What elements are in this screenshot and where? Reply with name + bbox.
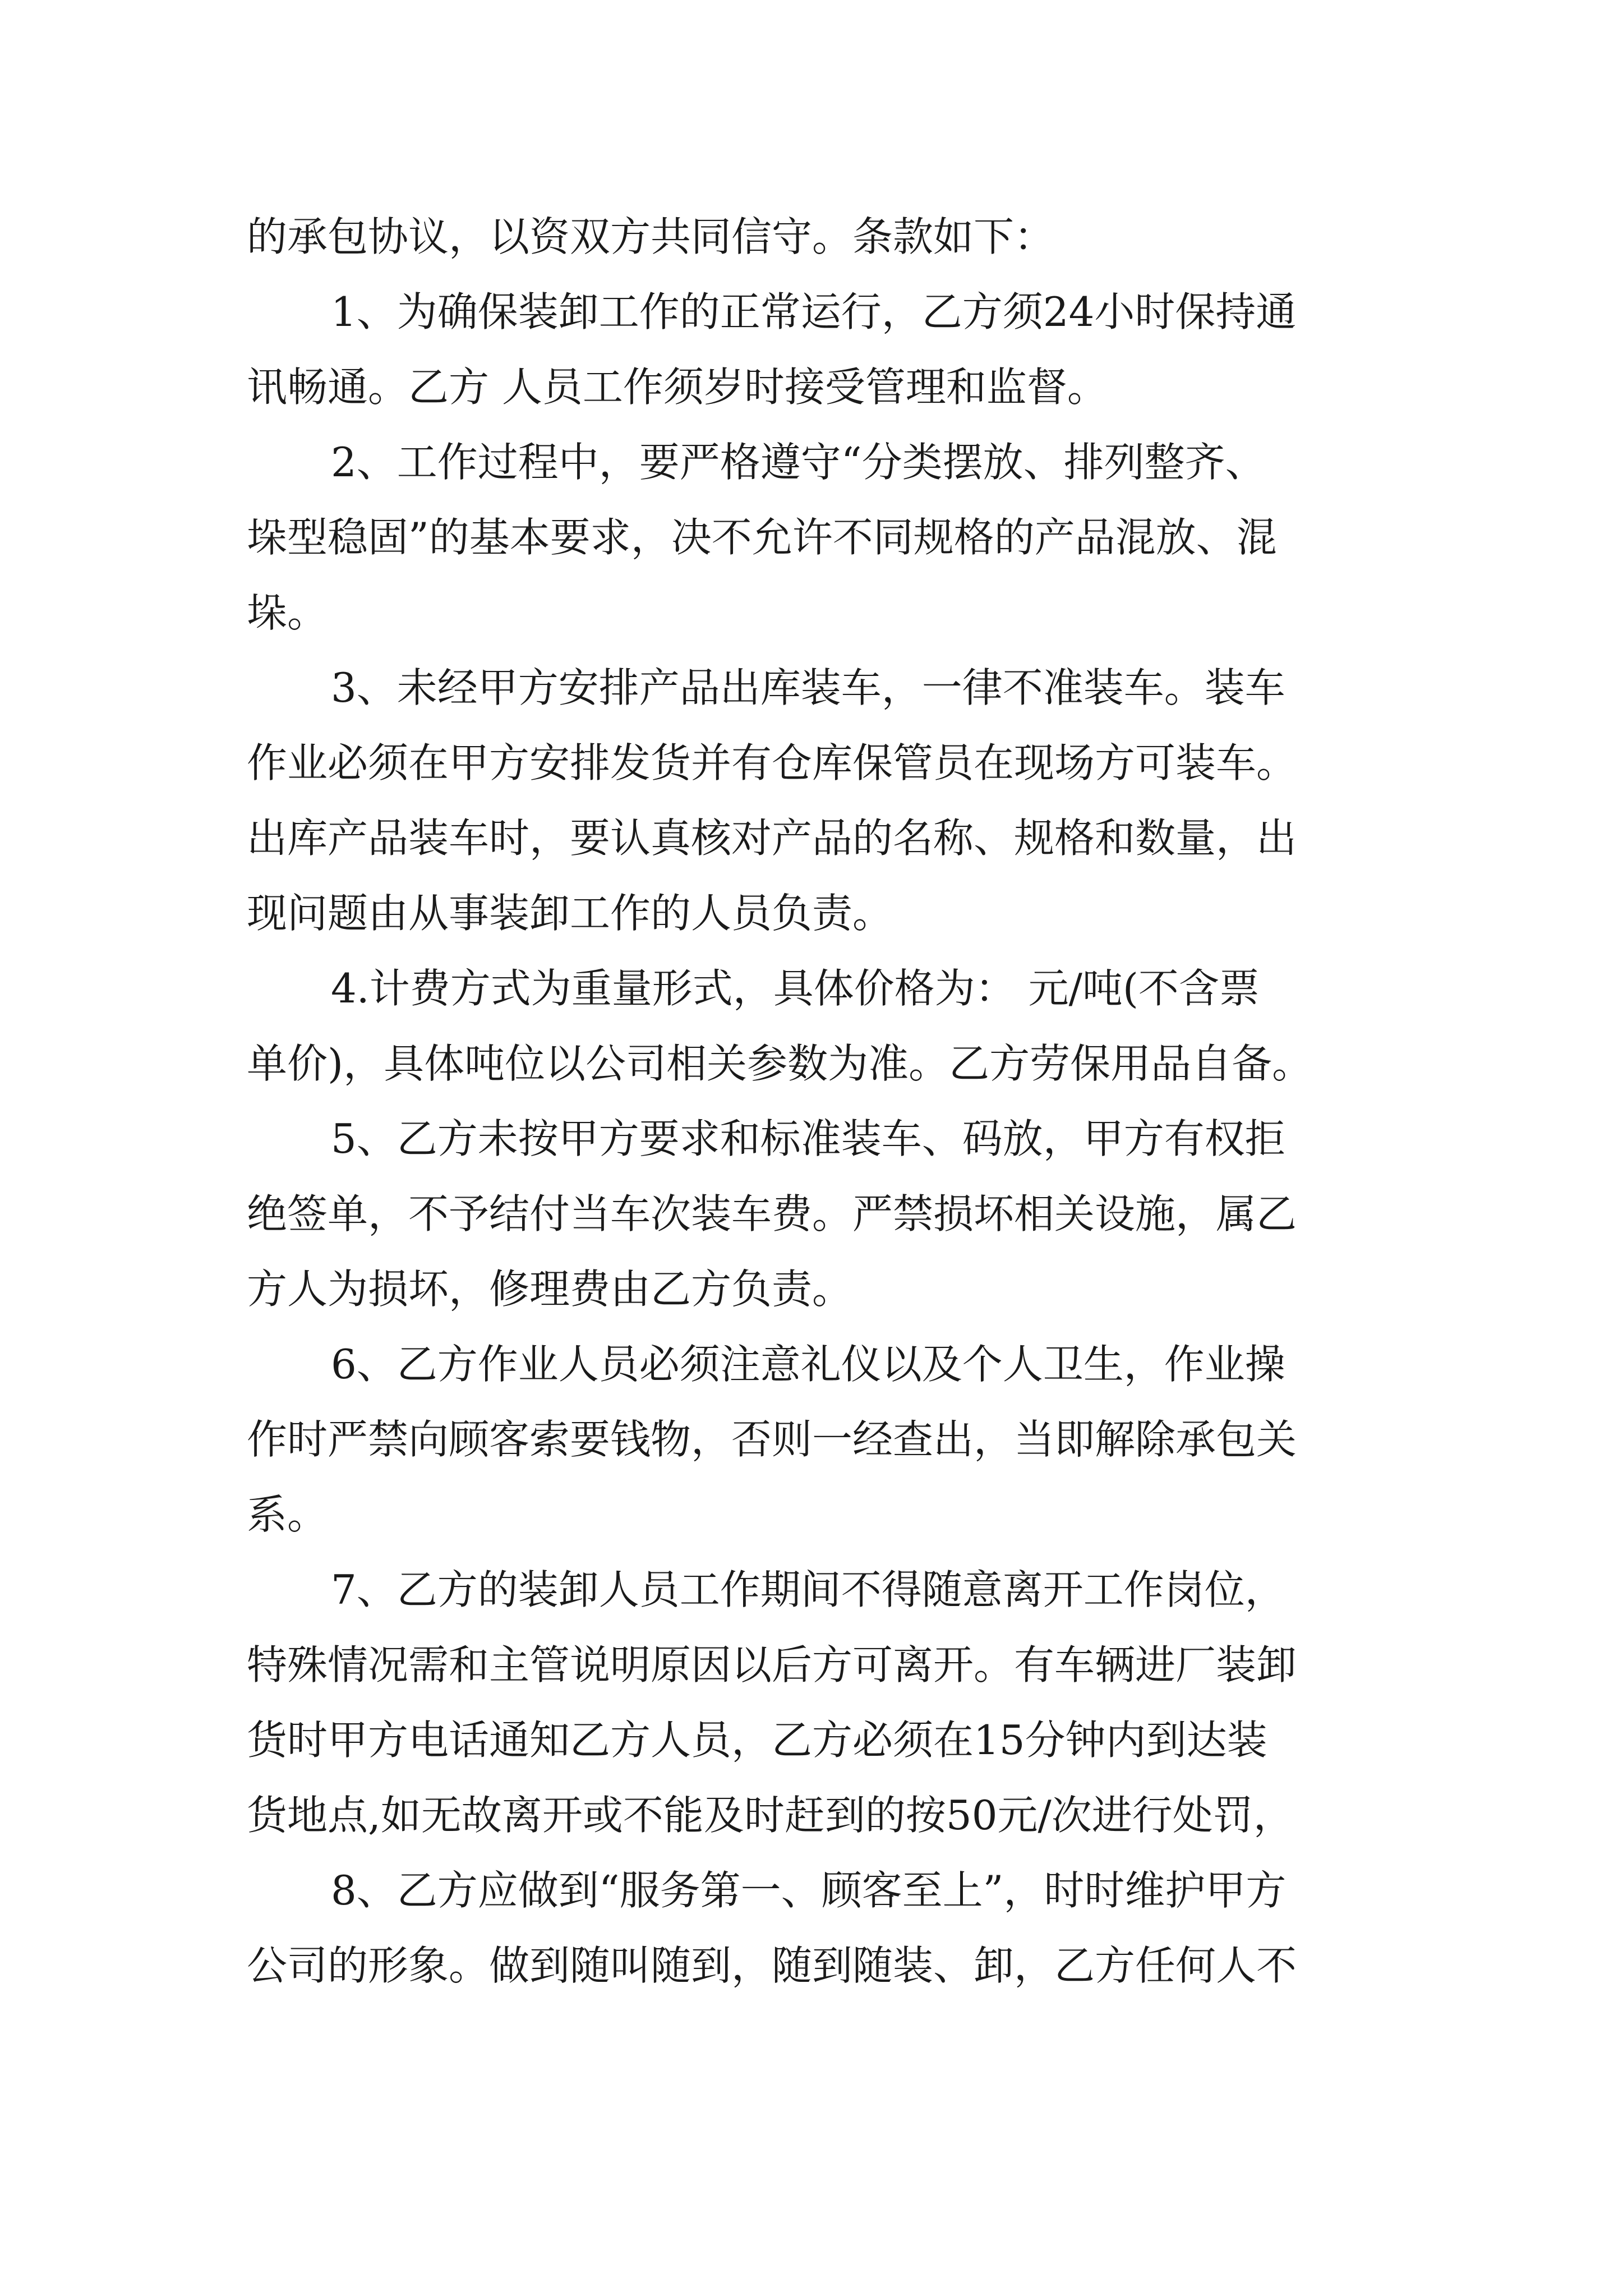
- text-line: 6、乙方作业人员必须注意礼仪以及个人卫生，作业操: [331, 1341, 1285, 1388]
- text-line: 7、乙方的装卸人员工作期间不得随意离开工作岗位，: [331, 1566, 1285, 1613]
- text-line: 的承包协议，以资双方共同信守。条款如下：: [247, 213, 1055, 260]
- text-line: 公司的形象。做到随叫随到，随到随装、卸，乙方任何人不: [247, 1942, 1297, 1989]
- text-line: 4.计费方式为重量形式，具体价格为： 元/吨(不含票: [331, 965, 1260, 1012]
- text-line: 货时甲方电话通知乙方人员，乙方必须在15分钟内到达装: [247, 1717, 1267, 1764]
- text-line: 货地点,如无故离开或不能及时赶到的按50元/次进行处罚，: [247, 1792, 1294, 1839]
- text-line: 2、工作过程中，要严格遵守“分类摆放、排列整齐、: [331, 439, 1266, 486]
- text-line: 垛型稳固”的基本要求，决不允许不同规格的产品混放、混: [247, 514, 1277, 561]
- text-line: 出库产品装车时，要认真核对产品的名称、规格和数量，出: [247, 815, 1297, 862]
- text-line: 垛。: [247, 589, 328, 636]
- text-line: 系。: [247, 1491, 328, 1538]
- text-line: 作业必须在甲方安排发货并有仓库保管员在现场方可装车。: [247, 739, 1297, 786]
- text-line: 单价)，具体吨位以公司相关参数为准。乙方劳保用品自备。: [247, 1040, 1313, 1087]
- text-line: 方人为损坏，修理费由乙方负责。: [247, 1266, 853, 1313]
- text-line: 现问题由从事装卸工作的人员负责。: [247, 890, 893, 937]
- document-body: [247, 199, 1385, 2003]
- text-line: 1、为确保装卸工作的正常运行，乙方须24小时保持通: [331, 288, 1297, 335]
- text-line: 作时严禁向顾客索要钱物，否则一经查出，当即解除承包关: [247, 1416, 1297, 1463]
- text-line: 特殊情况需和主管说明原因以后方可离开。有车辆进厂装卸: [247, 1641, 1297, 1688]
- text-line: 3、未经甲方安排产品出库装车，一律不准装车。装车: [331, 664, 1285, 711]
- text-line: 讯畅通。乙方 人员工作须岁时接受管理和监督。: [247, 364, 1108, 411]
- text-line: 绝签单，不予结付当车次装车费。严禁损坏相关设施，属乙: [247, 1190, 1297, 1237]
- text-line: 5、乙方未按甲方要求和标准装车、码放，甲方有权拒: [331, 1115, 1285, 1162]
- text-line: 8、乙方应做到“服务第一、顾客至上”，时时维护甲方: [331, 1867, 1287, 1914]
